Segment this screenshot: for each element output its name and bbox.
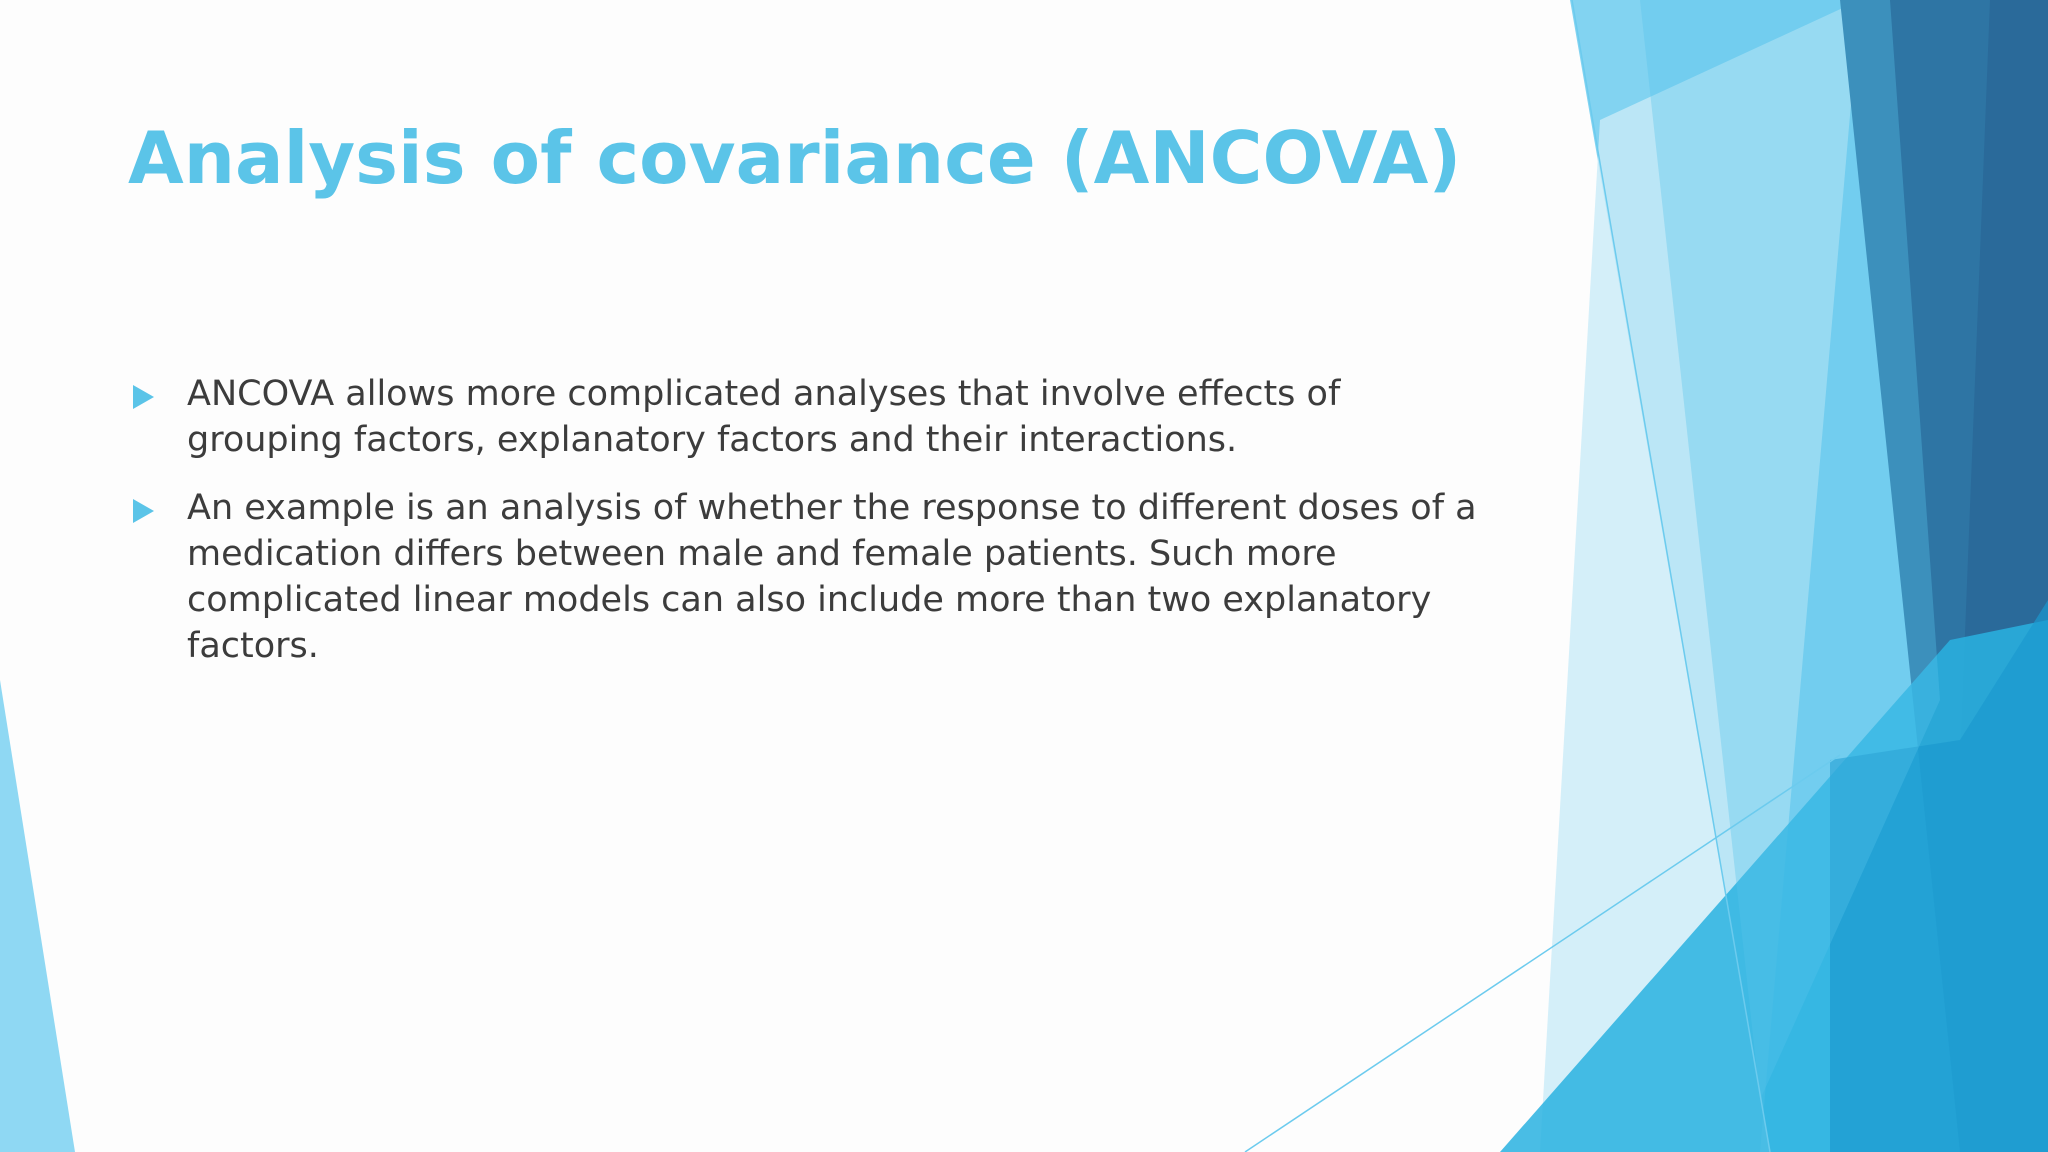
triangle-bullet-icon [133, 499, 154, 523]
bullet-item [128, 371, 1498, 463]
bullet-list [128, 371, 1498, 691]
triangle-bullet-icon [133, 385, 154, 409]
left-accent-shape [0, 680, 75, 1152]
slide-title: Analysis of covariance (ANCOVA) [128, 116, 1462, 200]
bullet-item [128, 485, 1498, 669]
bullet-text: ANCOVA allows more complicated analyses that involve effects of grouping factors, explanatory factors and their interactions. [187, 374, 1341, 460]
bullet-text: An example is an analysis of whether the response to different doses of a medication differs between male and female patients. Such more complicated linear models can also include more than two explanatory factors. [187, 488, 1477, 666]
